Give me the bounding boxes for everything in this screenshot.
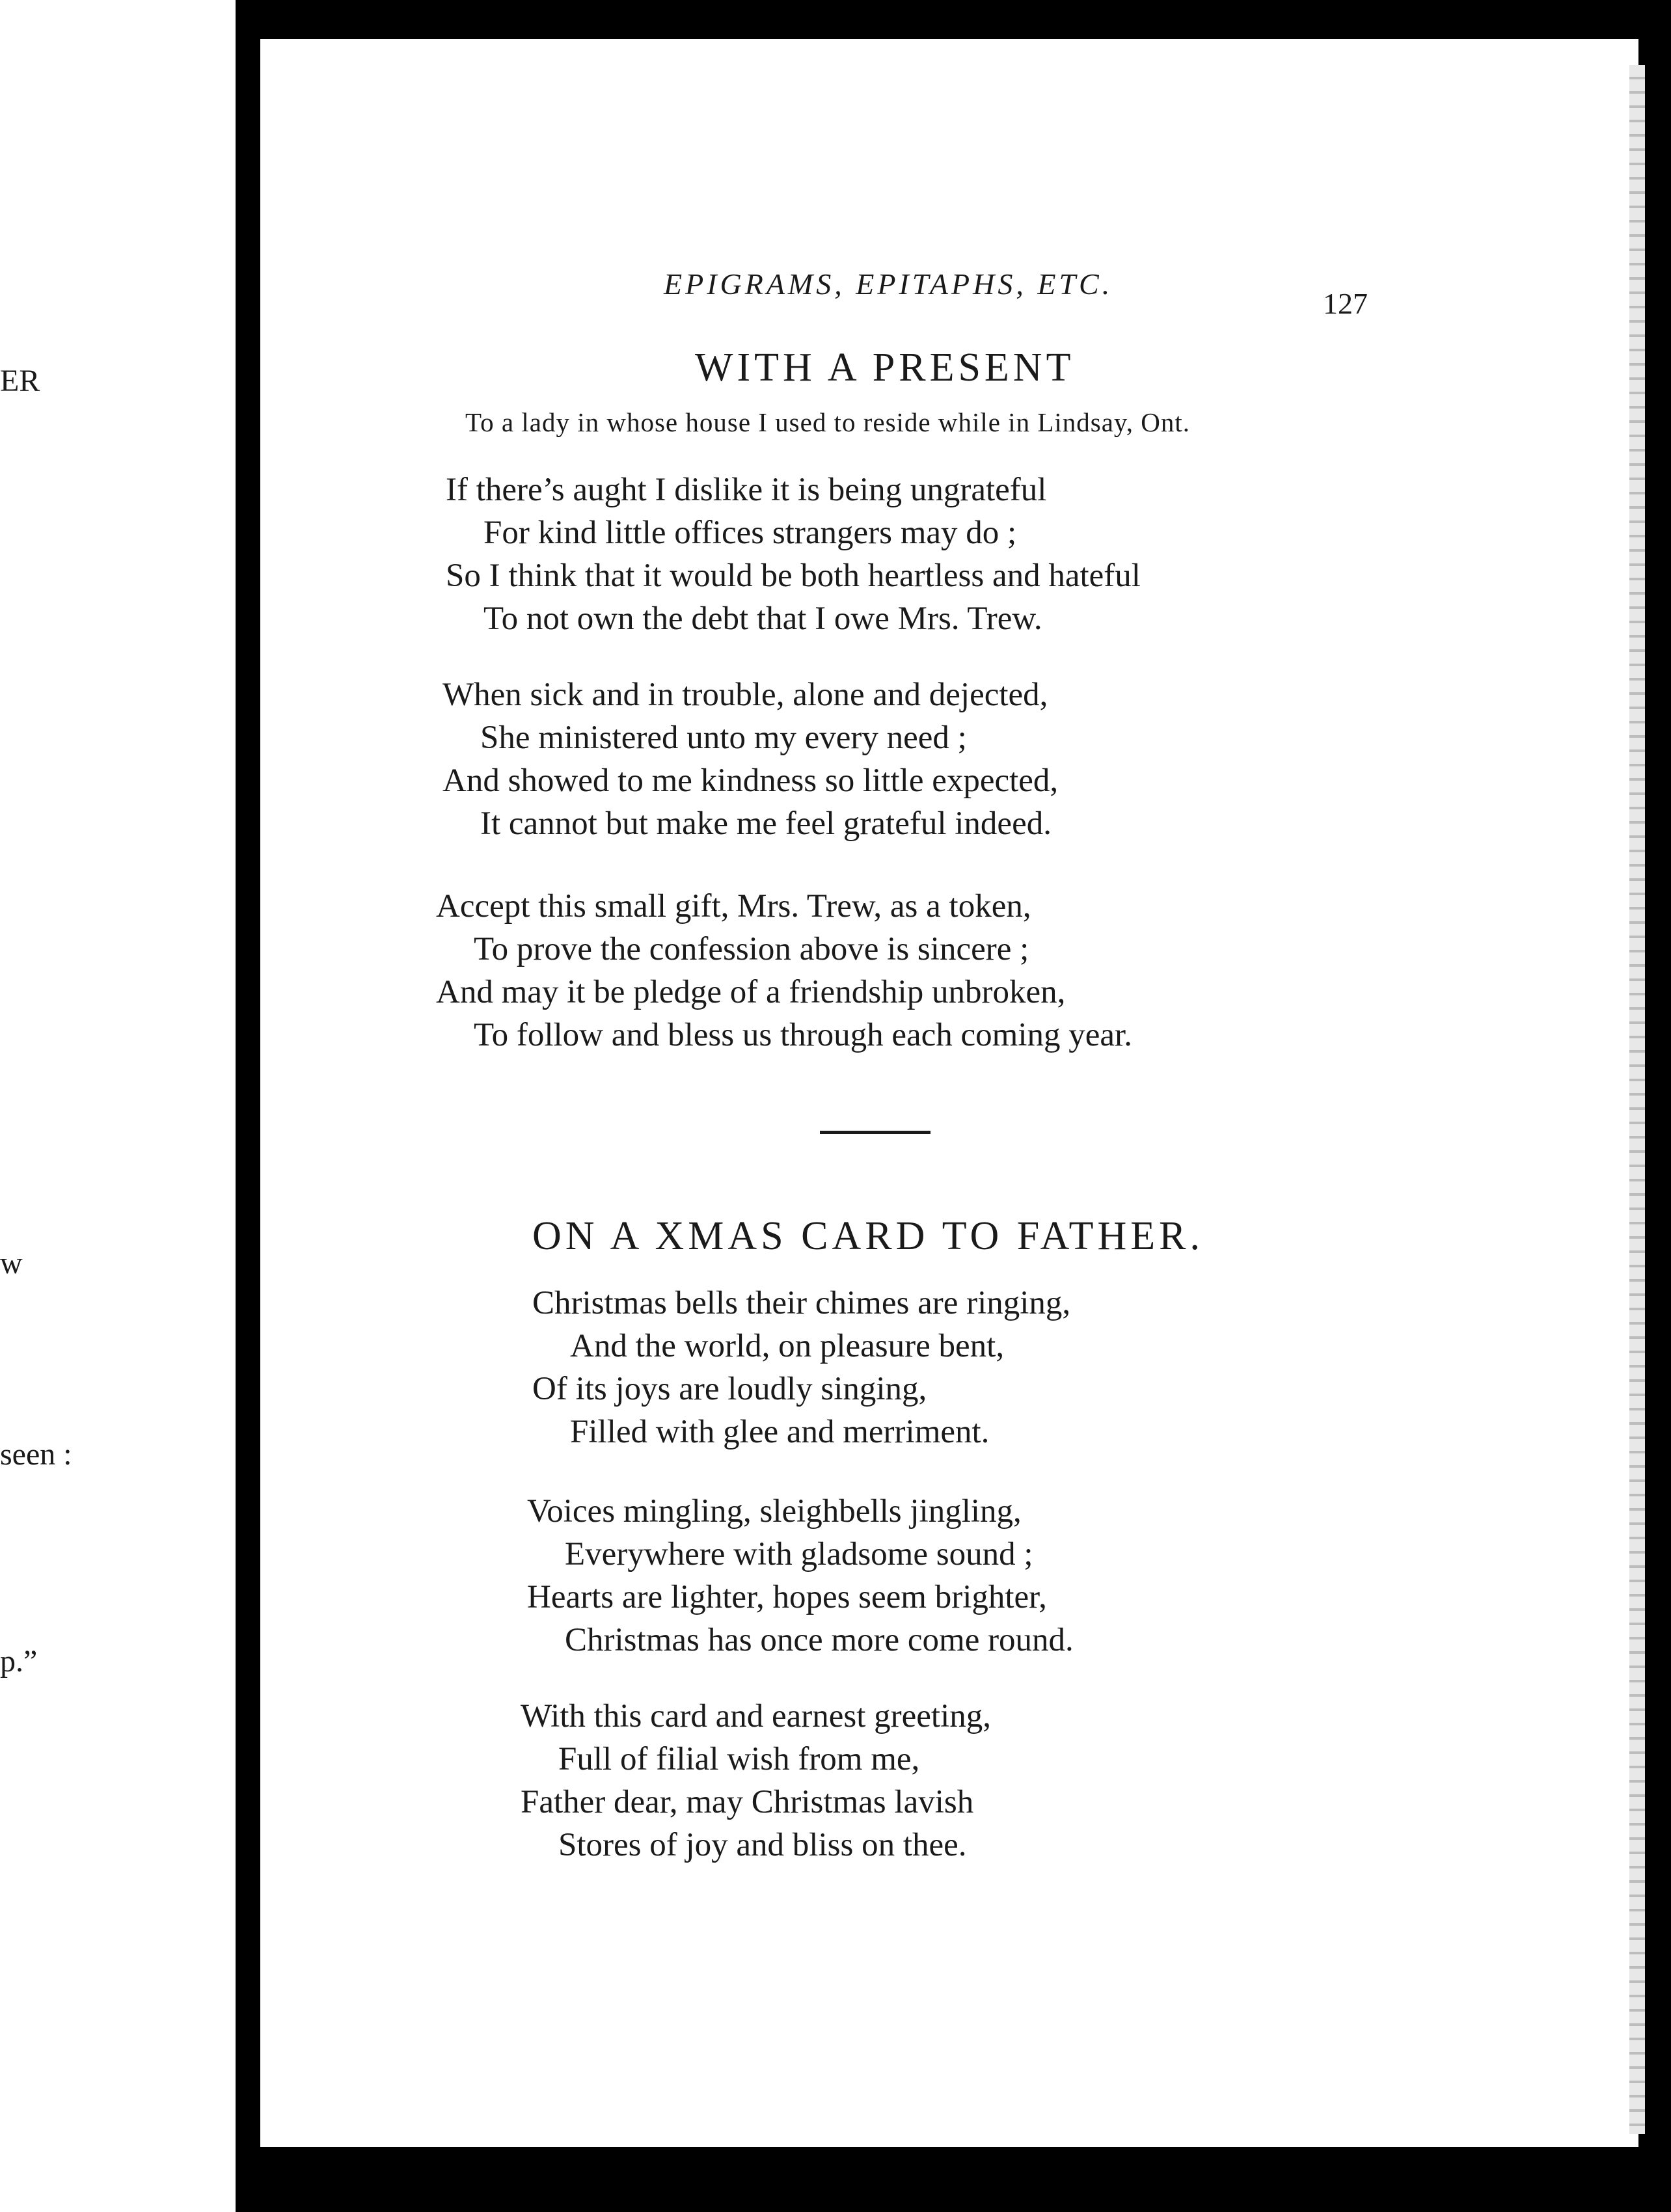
left-page-fragment: seen : — [0, 1437, 72, 1472]
poem-line: She ministered unto my every need ; — [480, 720, 967, 756]
poem-line: Christmas has once more come round. — [565, 1622, 1074, 1658]
poem-line: To follow and bless us through each coming year. — [474, 1017, 1132, 1053]
section-divider — [820, 1131, 931, 1134]
left-page-fragment: ER — [0, 364, 40, 398]
poem-line: So I think that it would be both heartless and hateful — [446, 558, 1141, 594]
stanza — [436, 885, 1132, 1057]
poem-line: Full of filial wish from me, — [558, 1741, 920, 1777]
poem-line: With this card and earnest greeting, — [521, 1698, 992, 1734]
poem-title: WITH A PRESENT — [695, 345, 1075, 390]
poem-line: If there’s aught I dislike it is being ungrateful — [446, 472, 1047, 508]
poem-line: Christmas bells their chimes are ringing, — [532, 1285, 1071, 1321]
page-number: 127 — [1323, 287, 1368, 320]
poem-line: To prove the confession above is sincere ; — [474, 931, 1029, 967]
left-page — [0, 0, 236, 2212]
poem-line: And may it be pledge of a friendship unbroken, — [436, 974, 1066, 1010]
poem-line: Accept this small gift, Mrs. Trew, as a token, — [436, 888, 1031, 924]
poem-line: Filled with glee and merriment. — [570, 1414, 990, 1450]
poem-line: For kind little offices strangers may do ; — [483, 515, 1017, 551]
stanza — [527, 1490, 1074, 1662]
poem-line: When sick and in trouble, alone and dejected, — [442, 677, 1048, 713]
page-edge — [1629, 65, 1645, 2134]
stanza — [442, 673, 1058, 845]
poem-line: Of its joys are loudly singing, — [532, 1371, 927, 1407]
poem-line: And showed to me kindness so little expected, — [442, 762, 1059, 799]
left-page-fragment: w — [0, 1246, 23, 1280]
poem-dedication: To a lady in whose house I used to reside while in Lindsay, Ont. — [465, 407, 1191, 437]
running-head: EPIGRAMS, EPITAPHS, ETC. — [664, 267, 1113, 301]
poem-line: Father dear, may Christmas lavish — [521, 1784, 974, 1820]
poem-line: Stores of joy and bliss on thee. — [558, 1827, 967, 1863]
poem-line: Everywhere with gladsome sound ; — [565, 1536, 1033, 1572]
right-page — [260, 39, 1638, 2147]
poem-line: It cannot but make me feel grateful indeed. — [480, 805, 1052, 842]
stanza — [521, 1695, 991, 1867]
poem-line: Voices mingling, sleighbells jingling, — [527, 1493, 1022, 1530]
poem-title: ON A XMAS CARD TO FATHER. — [532, 1214, 1204, 1258]
poem-line: And the world, on pleasure bent, — [570, 1328, 1005, 1364]
left-page-fragment: p.” — [0, 1644, 38, 1679]
poem-line: Hearts are lighter, hopes seem brighter, — [527, 1579, 1047, 1615]
stanza — [446, 468, 1141, 640]
poem-line: To not own the debt that I owe Mrs. Trew. — [483, 600, 1042, 637]
stanza — [532, 1282, 1070, 1453]
